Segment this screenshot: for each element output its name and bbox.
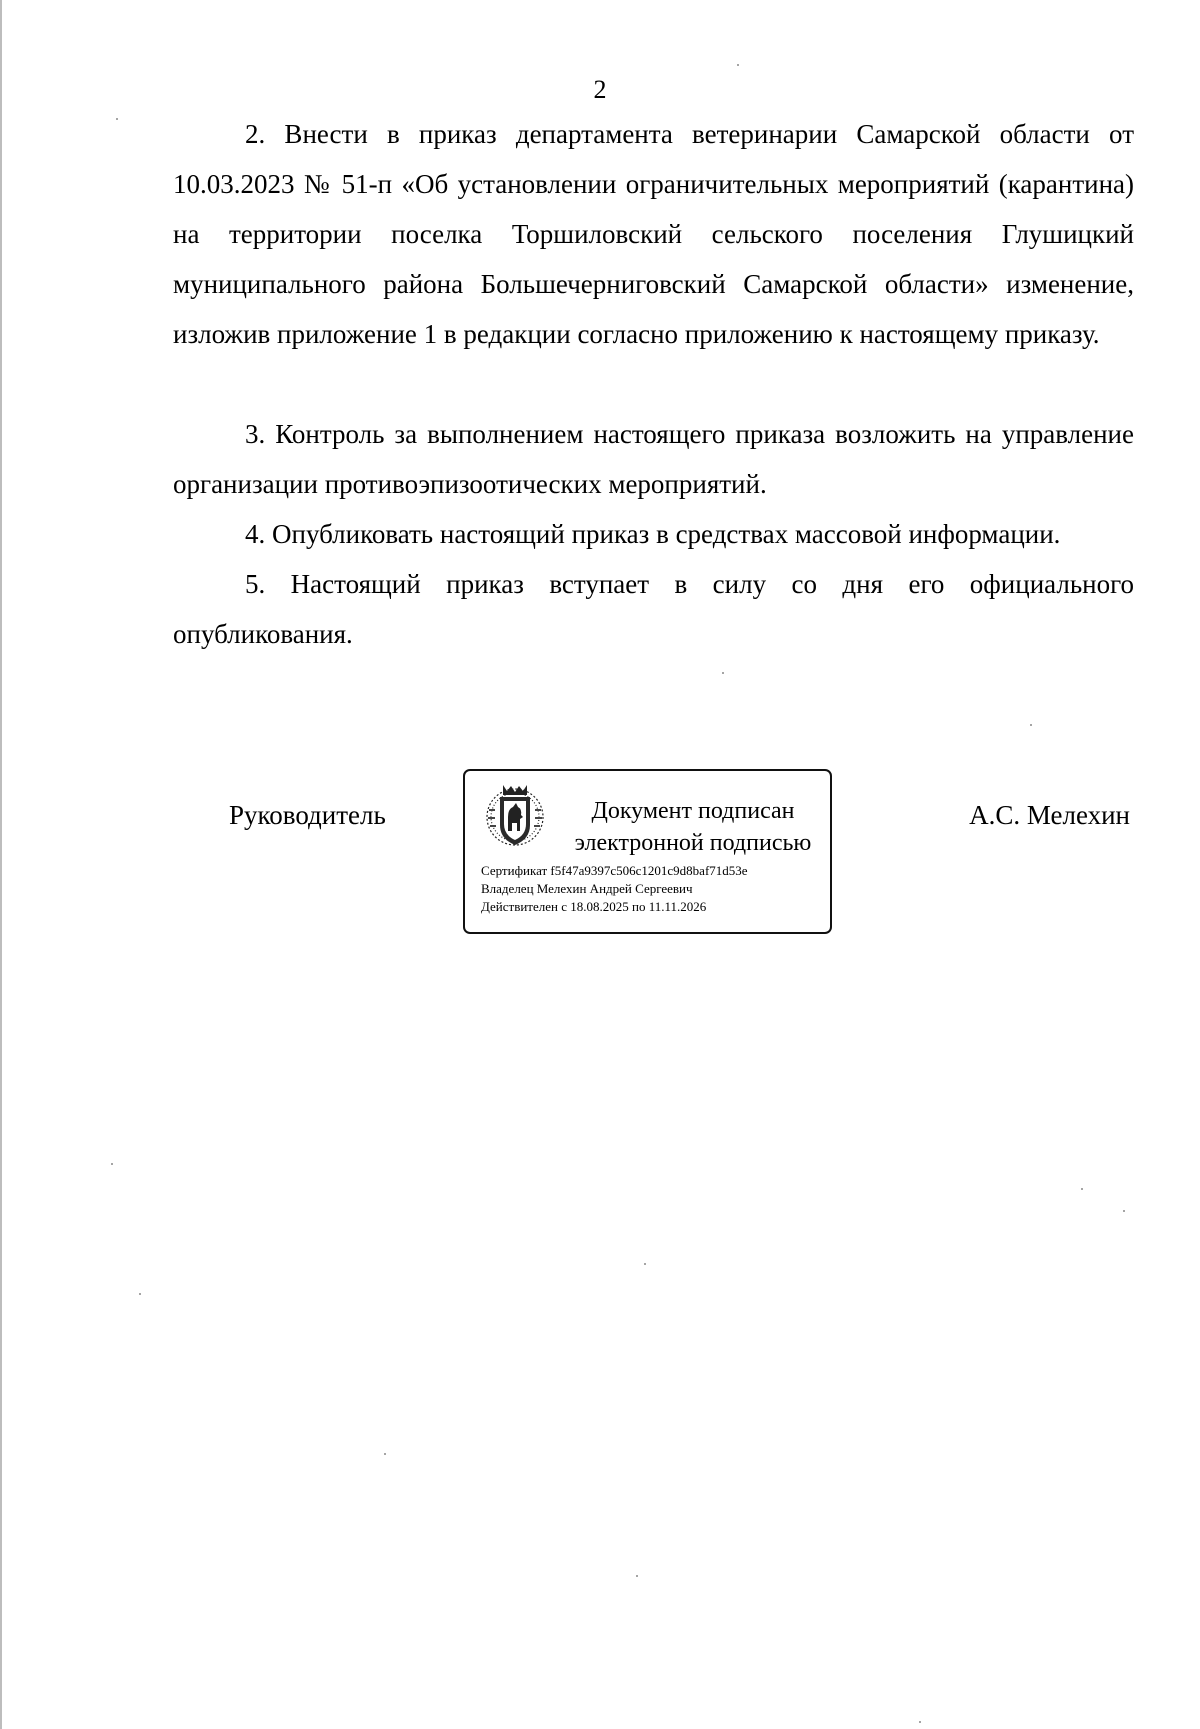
paragraph-5: 5. Настоящий приказ вступает в силу со дня его официального опубликования. — [173, 569, 1134, 649]
electronic-signature-stamp — [463, 769, 832, 934]
stamp-validity: Действителен с 18.08.2025 по 11.11.2026 — [481, 899, 707, 914]
scan-speck — [644, 1263, 646, 1265]
paragraph-2: 2. Внести в приказ департамента ветеринарии Самарской области от 10.03.2023 № 51-п «Об установлении ограничительных мероприятий (карантина) на территории поселка Торшиловский сельского поселения Глушицкий муниципального района Большечерниговский Самарской области» изменение, изложив приложение 1 в редакции согласно приложению к настоящему приказу. — [173, 119, 1134, 349]
scan-speck — [737, 64, 739, 66]
scan-speck — [1030, 724, 1032, 726]
scan-speck — [111, 1163, 113, 1165]
scan-speck — [116, 118, 118, 120]
paragraph-4: 4. Опубликовать настоящий приказ в средствах массовой информации. — [245, 519, 1061, 549]
samara-coat-of-arms-icon — [483, 781, 547, 851]
scan-speck — [722, 672, 724, 674]
signer-name: А.С. Мелехин — [969, 800, 1130, 830]
stamp-title-line1: Документ подписан — [591, 798, 795, 824]
page-number: 2 — [593, 75, 607, 104]
stamp-title — [557, 795, 829, 859]
scan-speck — [1081, 1188, 1083, 1190]
stamp-owner: Владелец Мелехин Андрей Сергеевич — [481, 881, 693, 896]
paragraph-3: 3. Контроль за выполнением настоящего приказа возложить на управление организации противоэпизоотических мероприятий. — [173, 419, 1134, 499]
scan-speck — [1123, 1210, 1125, 1212]
scan-edge — [0, 0, 2, 1729]
scan-speck — [384, 1453, 386, 1455]
scan-speck — [139, 1293, 141, 1295]
scan-speck — [636, 1575, 638, 1577]
stamp-title-line2: электронной подписью — [574, 830, 812, 856]
signer-role: Руководитель — [229, 800, 386, 830]
scan-speck — [919, 1721, 921, 1723]
stamp-certificate: Сертификат f5f47a9397c506c1201c9d8baf71d53e — [481, 863, 748, 878]
